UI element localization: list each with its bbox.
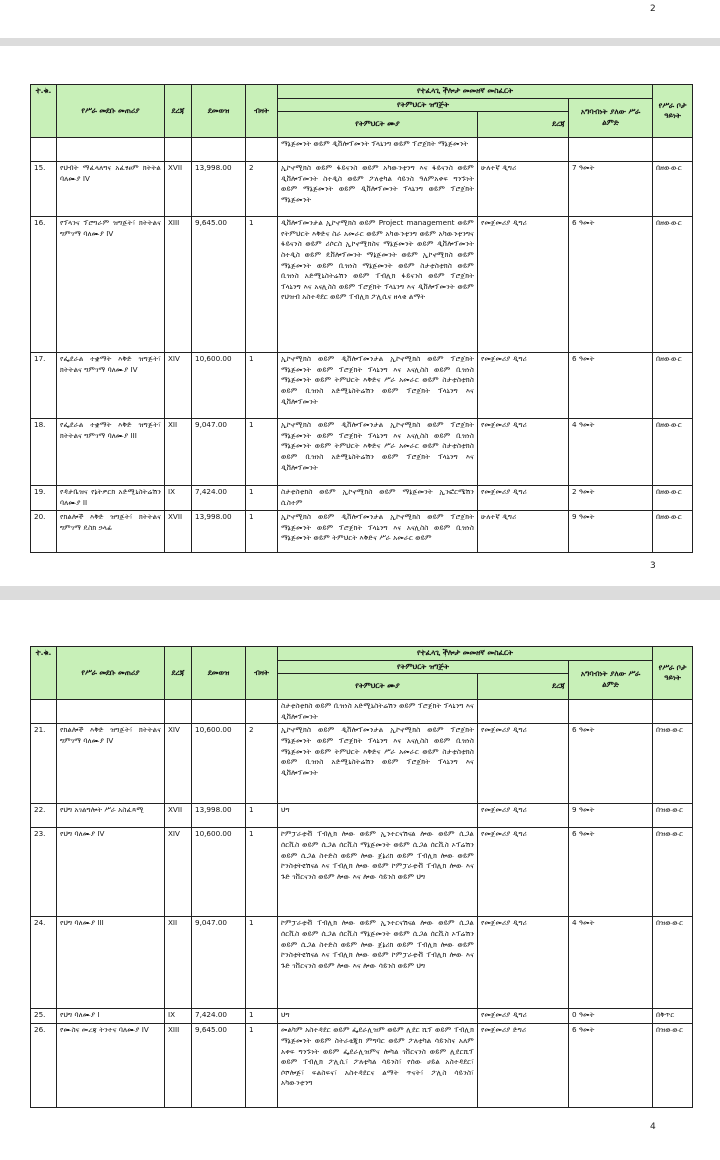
row-experience: 4 ዓመት — [569, 419, 653, 486]
row-salary: 10,600.00 — [192, 828, 246, 917]
row-position: የክልሎች እቅድ ዝግጅት፣ ክትትልና ግምገማ ዴስክ ኃላፊ — [57, 511, 165, 553]
row-location: በዘውውር — [653, 419, 693, 486]
row-field: ዲቨሎፕመንታል ኢኮኖሚክስ ወይም Project management ወይም የትምህርት እቅድና ስራ አመራር ወይም አካውንቲንግ ወይም አካውንቲንግና ፋይናንስ ወይም ሪሶርስ ኢኮኖሚክስና ማኔጅመንት ወይም ዲቨሎፕመንት ስተዲስ ወይም ዴቨሎፕመንት ማኔጅመንት ወይም ኢኮኖሚክስ ወይም ማኔጅመንት ወይም ቢዝነስ ማኔጅመንት ወይም ስታቲስቲክስ ወይም ቢዝነስ አድሚኒስትሬሽን ወይም ፐብሊክ ፋይናንስ ወይም ፕሮጀክት ፕላኒንግ እና አናሊስስ ወይም ፕሮጀክት ፕላኒንግ እና ዲቨሎፕመንት ወይም የህዝብ አስተዳደር ወይም ፐብሊክ ፖሊሲና ዘላቂ ልማት — [278, 217, 478, 353]
header-location: የሥራ ቦታ ዓይነት — [653, 85, 693, 138]
row-field: ህግ — [278, 1009, 478, 1024]
row-position: የህብት ማፈላለግና አፈፃፀም ክትትል ባለሙያ IV — [57, 162, 165, 217]
row-salary: 7,424.00 — [192, 486, 246, 511]
row-salary: 9,645.00 — [192, 1024, 246, 1108]
row-grade: XII — [165, 917, 192, 1009]
row-no: 17. — [31, 353, 57, 419]
row-no: 21. — [31, 724, 57, 804]
row-position: የፌደራል ተቋማት እቅድ ዝግጅት፣ ክትትልና ግምገማ ባለሙያ IV — [57, 353, 165, 419]
row-experience: 6 ዓመት — [569, 828, 653, 917]
table-row — [31, 1024, 693, 1108]
row-experience: 9 ዓመት — [569, 804, 653, 828]
row-grade: XVII — [165, 804, 192, 828]
row-level: የመጀመሪያ ዲግሪ — [478, 828, 569, 917]
row-vacancies: 1 — [246, 353, 278, 419]
table-row — [31, 162, 693, 217]
row-vacancies: 1 — [246, 917, 278, 1009]
row-location: በዝውውር — [653, 828, 693, 917]
row-position: የፕላንና ፕሮግራም ዝግጅት፣ ክትትልና ግምገማ ባለሙያ IV — [57, 217, 165, 353]
header-salary: ደመወዝ — [192, 647, 246, 700]
row-vacancies: 1 — [246, 1009, 278, 1024]
row-experience: 6 ዓመት — [569, 353, 653, 419]
row-field: ኮምፓራቲቭ ፐብሊክ ሎው ወይም ኢንተርናሽናል ሎው ወይም ሲጋል ሰርቪስ ወይም ሲጋል ሰርቪስ ማኔጅመንት ወይም ሲጋል ሰርቪስ ኦፕሬሽን ወይም ሲጋል ስተድስ ወይም ሎው ጀኔሪክ ወይም ፐብሊክ ሎው ወይም ኮንስቲትዩሽናል እና ፐብሊክ ሎው ወይም ኮምፓራቲቭ ፐብሊክ ሎው እና ጉድ ገቨርናንስ ወይም ሎው እና ሎው ሳይንስ ወይም ህግ — [278, 828, 478, 917]
row-experience: 6 ዓመት — [569, 724, 653, 804]
row-field: ኢኮኖሚክስ ወይም ዲቨሎፕመንታል ኢኮኖሚክስ ወይም ፕሮጀክት ማኔጅመንት ወይም ፕሮጀክት ፕላኒንግ እና አናሊስስ ወይም ቢዝነስ ማኔጅመንት ወይም ትምህርት እቅድና ሥራ አመራር ወይም — [278, 511, 478, 553]
row-position: የህግ ባለሙያ I — [57, 1009, 165, 1024]
row-no: 23. — [31, 828, 57, 917]
row-level: የመጀመሪያ ዲግሪ — [478, 419, 569, 486]
row-position: የህግ ባለሙያ IV — [57, 828, 165, 917]
row-field: ህግ — [278, 804, 478, 828]
row-location: በዘውውር — [653, 486, 693, 511]
row-vacancies: 1 — [246, 1024, 278, 1108]
row-location: በዘውውር — [653, 511, 693, 553]
row-level: የመጀመሪያ ዲግሪ — [478, 486, 569, 511]
header-level: ደረጃ — [478, 674, 569, 700]
row-vacancies: 1 — [246, 511, 278, 553]
row-location: በዘውውር — [653, 353, 693, 419]
row-grade: XII — [165, 419, 192, 486]
row-field: ኮምፓራቲቭ ፐብሊክ ሎው ወይም ኢንተርናሽናል ሎው ወይም ሲጋል ሰርቪስ ወይም ሲጋል ሰርቪስ ማኔጅመንት ወይም ሲጋል ሰርቪስ ኦፕሬሽን ወይም ሲጋል ስተድስ ወይም ሎው ጀኔሪክ ወይም ፐብሊክ ሎው ወይም ኮንስቲትዩሽናል እና ፐብሊክ ሎው ወይም ኮምፓራቲቭ ፐብሊክ ሎው እና ጉድ ገቨርናንስ ወይም ሎው እና ሎው ሳይንስ ወይም ህግ — [278, 917, 478, 1009]
row-experience: 4 ዓመት — [569, 917, 653, 1009]
row-location: በዝውውር — [653, 804, 693, 828]
row-no: 24. — [31, 917, 57, 1009]
header-education: የትምህርት ዝግጅት — [278, 98, 569, 112]
table-row — [31, 353, 693, 419]
table-row — [31, 828, 693, 917]
row-level: ሁለተኛ ዲግሪ — [478, 162, 569, 217]
row-grade: XIV — [165, 828, 192, 917]
header-experience: አግባብነት ያለው ሥራ ልምድ — [569, 660, 653, 700]
table-row — [31, 511, 693, 553]
header-position: የሥራ መደቡ መጠሪያ — [57, 85, 165, 138]
vacancy-table-page-3 — [30, 84, 693, 553]
row-salary: 13,998.00 — [192, 804, 246, 828]
row-vacancies: 1 — [246, 828, 278, 917]
row-salary: 10,600.00 — [192, 353, 246, 419]
header-position: የሥራ መደቡ መጠሪያ — [57, 647, 165, 700]
row-no: 20. — [31, 511, 57, 553]
row-salary: 9,047.00 — [192, 419, 246, 486]
row-no: 16. — [31, 217, 57, 353]
row-field: ኢኮኖሚክስ ወይም ፋይናንስ ወይም አካውንቲንግ እና ፋይናንስ ወይም ዲቨሎፕመንት ስተዲስ ወይም ፖለቲካል ሳይንስ ዓለምአቀፍ ግንኙነት ወይም ማኔጅመንት ወይም ዲቨሎፕመንት ፕላኒንግ ወይም ፕሮጀክት ማኔጅመንት — [278, 162, 478, 217]
row-salary: 13,998.00 — [192, 162, 246, 217]
header-grade: ደረጃ — [165, 85, 192, 138]
header-no: ተ.ቁ. — [31, 647, 57, 700]
header-field: የትምህርት ሙያ — [278, 674, 478, 700]
row-salary: 10,600.00 — [192, 724, 246, 804]
row-level: የመጀመሪያ ዲግሪ — [478, 917, 569, 1009]
row-level: የመጀመሪያ ዲግሪ — [478, 217, 569, 353]
row-level: የመጀመሪያ ዲግሪ — [478, 804, 569, 828]
table-row — [31, 419, 693, 486]
header-location: የሥራ ቦታ ዓይነት — [653, 647, 693, 700]
continuation-text: ስታቲስቲክስ ወይም ቢዝነስ አድሚኒስትሬሽን ወይም ፕሮጀክት ፕላኒንግ እና ዲቨሎፕመንት — [278, 700, 478, 724]
row-field: ኢኮኖሚክስ ወይም ዲቨሎፕመንታል ኢኮኖሚክስ ወይም ፕሮጀክት ማኔጅመንት ወይም ፕሮጀክት ፕላኒንግ እና አናሊስስ ወይም ቢዝነስ ማኔጅመንት ወይም ትምህርት እቅድና ሥራ አመራር ወይም ስታቲስቲክስ ወይም ቢዝነስ አድሚኒስትሬሽን ወይም ፕሮጀክት ፕላኒንግ እና ዲቨሎፕመንት — [278, 724, 478, 804]
table-row — [31, 1009, 693, 1024]
row-location: በቅጥር — [653, 1009, 693, 1024]
row-vacancies: 1 — [246, 804, 278, 828]
header-education: የትምህርት ዝግጅት — [278, 660, 569, 674]
row-no: 25. — [31, 1009, 57, 1024]
row-position: የህግ አገልግሎት ሥራ አስፈጻሚ — [57, 804, 165, 828]
row-position: የሙስና መረጃ ትንተና ባለሙያ IV — [57, 1024, 165, 1108]
row-experience: 2 ዓመት — [569, 486, 653, 511]
row-no: 18. — [31, 419, 57, 486]
header-requirements: የተፈላጊ ችሎታ መመዘኛ መስፈርት — [278, 647, 653, 661]
row-vacancies: 2 — [246, 162, 278, 217]
row-grade: XIV — [165, 724, 192, 804]
row-no: 22. — [31, 804, 57, 828]
row-location: በዘውውር — [653, 162, 693, 217]
row-location: በዘውውር — [653, 217, 693, 353]
vacancy-table-page-4 — [30, 646, 693, 1108]
page-4 — [0, 600, 720, 1160]
row-experience: 9 ዓመት — [569, 511, 653, 553]
row-grade: XVII — [165, 511, 192, 553]
row-level: የመጀመሪያ ዲግሪ — [478, 353, 569, 419]
row-grade: XIV — [165, 353, 192, 419]
row-level: የመጀመሪያ ድግሪ — [478, 1024, 569, 1108]
header-no: ተ.ቁ. — [31, 85, 57, 138]
page-number: 4 — [650, 1122, 656, 1132]
header-salary: ደመወዝ — [192, 85, 246, 138]
header-field: የትምህርት ሙያ — [278, 112, 478, 138]
row-salary: 13,998.00 — [192, 511, 246, 553]
table-row — [31, 724, 693, 804]
row-position: የዳታቤዝና የኔትዎርክ አድሚኒስትሬሽን ባለሙያ II — [57, 486, 165, 511]
row-level: የመጀመሪያ ዲግሪ — [478, 1009, 569, 1024]
row-location: በዝውውር — [653, 917, 693, 1009]
header-requirements: የተፈላጊ ችሎታ መመዘኛ መስፈርት — [278, 85, 653, 99]
row-experience: 0 ዓመት — [569, 1009, 653, 1024]
page-top — [0, 0, 720, 38]
row-grade: IX — [165, 1009, 192, 1024]
row-no: 26. — [31, 1024, 57, 1108]
row-grade: XIII — [165, 1024, 192, 1108]
header-vacancies: ብዛት — [246, 85, 278, 138]
header-vacancies: ብዛት — [246, 647, 278, 700]
row-salary: 9,645.00 — [192, 217, 246, 353]
table-row — [31, 486, 693, 511]
row-location: በዝውውር — [653, 1024, 693, 1108]
row-field: ስታቲስቲክስ ወይም ኢኮኖሚክስ ወይም ማኔጅመንት ኢንፎርሜሽን ሲስተም — [278, 486, 478, 511]
header-level: ደረጃ — [478, 112, 569, 138]
table-row — [31, 804, 693, 828]
row-vacancies: 2 — [246, 724, 278, 804]
row-experience: 6 ዓመት — [569, 217, 653, 353]
row-salary: 9,047.00 — [192, 917, 246, 1009]
row-location: በዝውውር — [653, 724, 693, 804]
row-vacancies: 1 — [246, 419, 278, 486]
continuation-text: ማኔጅመንት ወይም ዲቨሎፕመንት ፕላኒንግ ወይም ፕሮጀክት ማኔጅመንት — [278, 138, 478, 162]
row-experience: 7 ዓመት — [569, 162, 653, 217]
row-vacancies: 1 — [246, 486, 278, 511]
row-field: ኢኮኖሚክስ ወይም ዲቨሎፕመንታል ኢኮኖሚክስ ወይም ፕሮጀክት ማኔጅመንት ወይም ፕሮጀክት ፕላኒንግ እና አናሊስስ ወይም ቢዝነስ ማኔጅመንት ወይም ትምህርት እቅድና ሥራ አመራር ወይም ስታቲስቲክስ ወይም ቢዝነስ አድሚኒስትሬሽን ወይም ፕሮጀክት ፕላኒንግ እና ዲቨሎፕመንት — [278, 353, 478, 419]
row-position: የፌደራል ተቋማት እቅድ ዝግጅት፣ ክትትልና ግምገማ ባለሙያ III — [57, 419, 165, 486]
page-3 — [0, 46, 720, 586]
row-experience: 6 ዓመት — [569, 1024, 653, 1108]
continuation-row — [31, 138, 693, 162]
page-number-top: 2 — [650, 4, 656, 14]
table-row — [31, 217, 693, 353]
row-grade: XIII — [165, 217, 192, 353]
row-position: የህግ ባለሙያ III — [57, 917, 165, 1009]
header-experience: አግባብነት ያለው ሥራ ልምድ — [569, 98, 653, 138]
row-level: የመጀመሪያ ዲግሪ — [478, 724, 569, 804]
row-field: ኢኮኖሚክስ ወይም ዲቨሎፕመንታል ኢኮኖሚክስ ወይም ፕሮጀክት ማኔጅመንት ወይም ፕሮጀክት ፕላኒንግ እና አናሊስስ ወይም ቢዝነስ ማኔጅመንት ወይም ትምህርት እቅድና ሥራ አመራር ወይም ስታቲስቲክስ ወይም ቢዝነስ አድሚኒስትሬሽን ወይም ፕሮጀክት ፕላኒንግ እና ዲቨሎፕመንት — [278, 419, 478, 486]
row-position: የክልሎች እቅድ ዝግጅት፣ ክትትልና ግምገማ ባለሙያ IV — [57, 724, 165, 804]
row-field: መልካም አስተዳደር ወይም ፌደራሊዝም ወይም ሊደር ሺፕ ወይም ፐብሊክ ማኔጅመንት ወይም ስትራቴጂክ ምግባር ወይም ፖለቲካል ሳይንስና አለም አቀፍ ግንኙነት ወይም ፌደራሊዝምና ሎካል ገቨርናንስ ወይም ሊደርሺፕ ወይም ፐብሊክ ፖሊሲ፣ ፖለቲካል ሳይንስ፣ የሰው ሀይል አስተዳደር፣ ሶሾሎጅ፣ ፍልስፍና፣ አስተዳደርና ልማት ጥናት፣ ፖሊስ ሳይንስ፣ አካውንቲንግ — [278, 1024, 478, 1108]
row-salary: 7,424.00 — [192, 1009, 246, 1024]
page-number: 3 — [650, 561, 656, 571]
row-vacancies: 1 — [246, 217, 278, 353]
row-grade: XVII — [165, 162, 192, 217]
header-grade: ደረጃ — [165, 647, 192, 700]
row-level: ሁለተኛ ዲግሪ — [478, 511, 569, 553]
row-no: 15. — [31, 162, 57, 217]
row-grade: IX — [165, 486, 192, 511]
continuation-row — [31, 700, 693, 724]
row-no: 19. — [31, 486, 57, 511]
table-row — [31, 917, 693, 1009]
